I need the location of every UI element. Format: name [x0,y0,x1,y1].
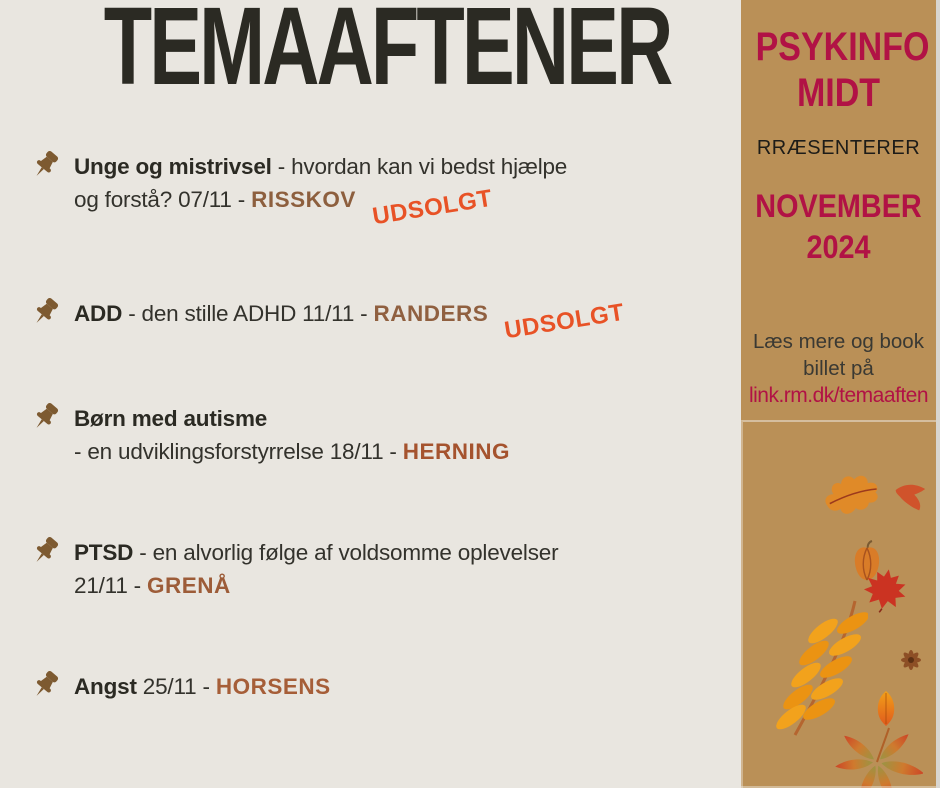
month-label [751,186,927,268]
event-desc: 25/11 - [136,674,216,699]
pushpin-icon [28,400,64,436]
event-title: Unge og mistrivsel [74,154,272,179]
event-desc: - den stille ADHD 11/11 - [122,301,374,326]
cta-text [741,328,936,409]
event-city: HERNING [402,439,511,464]
event-title: PTSD [74,540,134,565]
event-desc: - en alvorlig følge af voldsomme oplevelser [133,540,559,565]
virginia-creeper-leaf-icon [831,720,923,788]
right-edge-strip [936,0,940,788]
event-text [74,150,568,231]
event-angst [28,670,331,704]
cta-line1: Læs mere og book [753,330,924,353]
event-desc-2: og forstå? 07/11 - [74,187,252,212]
event-title: Angst [74,674,137,699]
event-city: RANDERS [373,301,489,326]
soldout-badge: UDSOLGT [502,298,627,345]
event-add [28,297,627,345]
small-red-leaf-icon [892,480,928,513]
month-line1: NOVEMBER [755,188,922,224]
event-city: RISSKOV [251,187,356,212]
star-anise-icon [896,646,926,674]
event-born-med-autisme [28,402,510,468]
pushpin-icon [28,534,64,570]
event-title: ADD [74,301,123,326]
event-text [74,536,558,602]
event-desc-2: 21/11 - [74,573,148,598]
brand-line2: MIDT [796,71,881,115]
event-text [74,670,331,703]
event-city: HORSENS [215,674,331,699]
event-city: GRENÅ [147,573,231,598]
oak-leaf-icon [818,464,891,522]
presents-label: RRÆSENTERER [756,137,921,159]
event-desc: - hvordan kan vi bedst hjælpe [271,154,568,179]
sidebar [741,0,936,788]
soldout-badge: UDSOLGT [370,184,495,231]
event-ptsd [28,536,558,602]
brand-line1: PSYKINFO [755,25,930,69]
pushpin-icon [28,295,64,331]
event-title: Børn med autisme [74,406,268,431]
page-title: TEMAAFTENER [103,0,671,108]
event-text [74,297,627,345]
pushpin-icon [28,148,64,184]
month-line2: 2024 [806,229,871,265]
brand-name [755,24,930,116]
event-text [74,402,510,468]
cta-line2: billet på [803,357,874,380]
event-unge-og-mistrivsel [28,150,568,231]
booking-link[interactable]: link.rm.dk/temaaften [748,384,929,407]
event-desc: - en udviklingsforstyrrelse 18/11 - [74,439,403,464]
autumn-leaves-panel [741,420,936,788]
pushpin-icon [28,668,64,704]
